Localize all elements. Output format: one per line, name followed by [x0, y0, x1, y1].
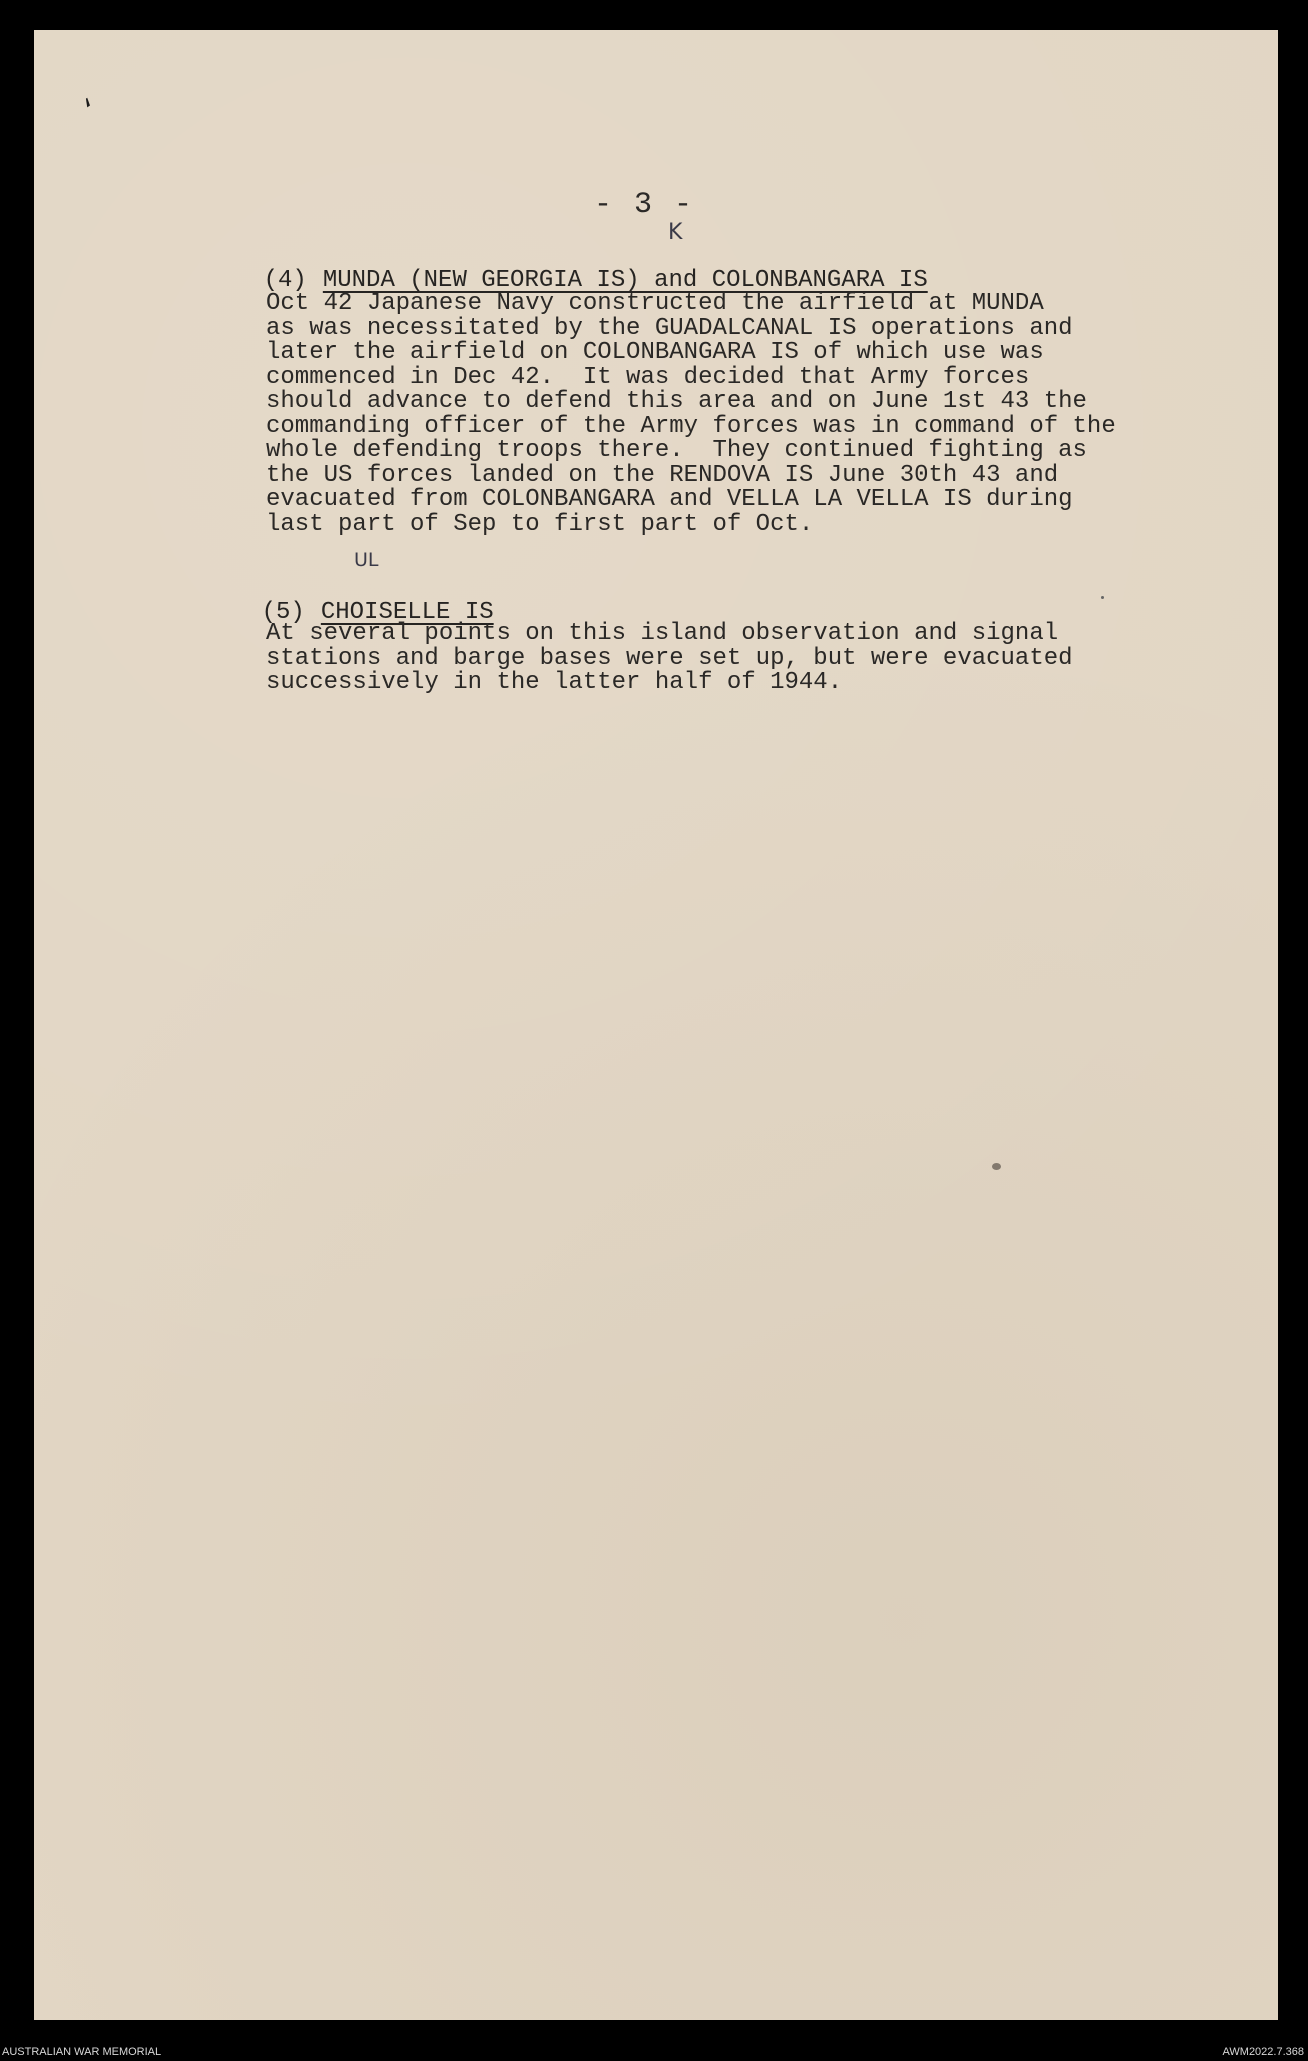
body-line: Oct 42 Japanese Navy constructed the airfield at MUNDA — [266, 290, 1044, 317]
body-line: later the airfield on COLONBANGARA IS of which use was — [266, 339, 1044, 366]
pencil-mark-icon: ‘ — [76, 92, 107, 126]
body-line: last part of Sep to first part of Oct. — [266, 510, 814, 538]
section-4-title: MUNDA (NEW GEORGIA IS) and COLONBANGARA IS — [322, 267, 928, 294]
page-number: - 3 - — [594, 188, 695, 222]
handwritten-correction-k: K — [668, 220, 683, 245]
body-line: commanding officer of the Army forces was in command of the — [266, 412, 1116, 440]
section-5-title: CHOISELLE IS — [320, 599, 494, 626]
document-page — [34, 30, 1278, 2020]
footer-source: AUSTRALIAN WAR MEMORIAL — [2, 2046, 162, 2058]
footer-accession-number: AWM2022.7.368 — [1222, 2046, 1304, 2058]
body-line: stations and barge bases were set up, but were evacuated — [266, 644, 1073, 672]
section-4-number: (4) — [263, 267, 307, 294]
body-line: evacuated from COLONBANGARA and VELLA LA VELLA IS during — [266, 486, 1073, 513]
section-5-number: (5) — [261, 599, 305, 626]
handwritten-correction-ul: UL — [354, 549, 379, 571]
body-line: commenced in Dec 42. It was decided that Army forces — [266, 363, 1030, 391]
body-line: At several points on this island observation and signal — [266, 620, 1059, 647]
section-4-body — [266, 292, 1226, 537]
paper-speck — [1101, 596, 1104, 599]
section-5-body — [266, 622, 1226, 696]
body-line: should advance to defend this area and on June 1st 43 the — [266, 388, 1087, 415]
body-line: successively in the latter half of 1944. — [266, 669, 843, 696]
body-line: whole defending troops there. They continued fighting as — [266, 437, 1087, 464]
paper-stain — [992, 1163, 1001, 1170]
body-line: the US forces landed on the RENDOVA IS June 30th 43 and — [266, 461, 1059, 489]
body-line: as was necessitated by the GUADALCANAL IS operations and — [266, 314, 1073, 342]
